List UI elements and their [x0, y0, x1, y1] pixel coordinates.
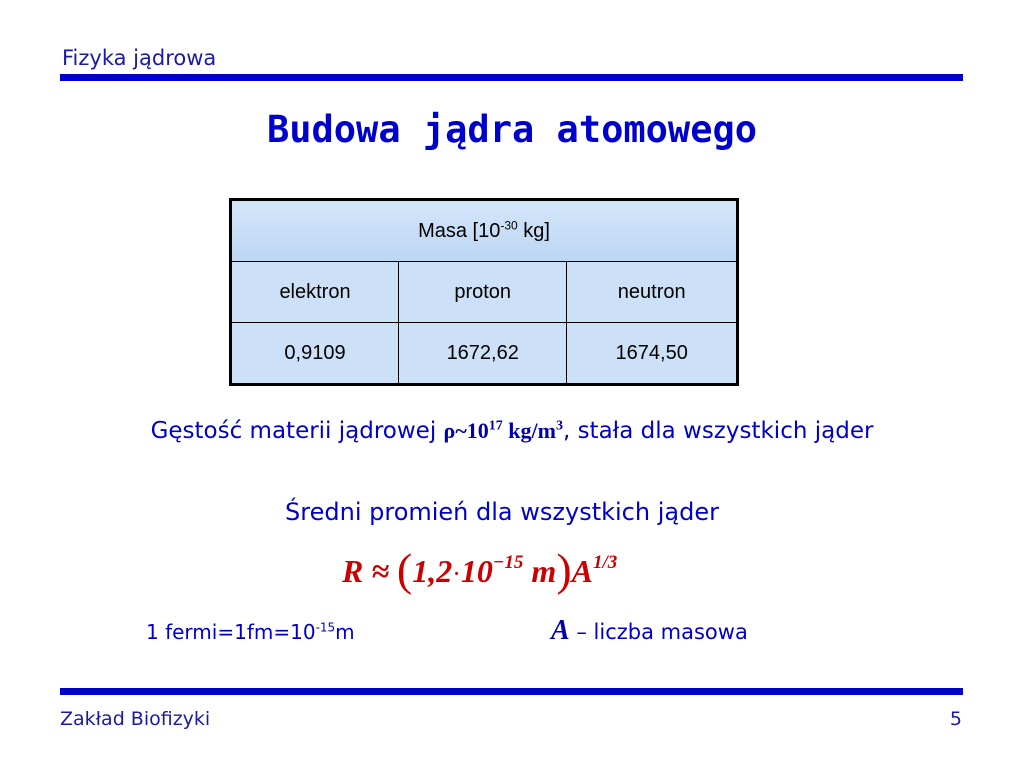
radius-unit: m [523, 553, 557, 589]
table-row-particles [231, 262, 738, 323]
mass-header-text: Masa [10 [418, 219, 501, 242]
fermi-exponent: -15 [315, 620, 336, 635]
close-paren: ) [556, 544, 572, 595]
open-paren: ( [396, 544, 413, 595]
mass-number-exponent: 1/3 [592, 552, 618, 573]
mass-header-unit: kg] [517, 219, 550, 242]
density-lead: Gęstość materii jądrowej [150, 418, 444, 444]
radius-label: Średni promień dla wszystkich jąder [285, 498, 719, 526]
column-neutron: neutron [567, 262, 738, 323]
density-tail: , stała dla wszystkich jąder [562, 418, 874, 444]
mass-table-header [231, 200, 738, 262]
mass-table-header-row [231, 200, 738, 262]
radius-base: 10 [460, 553, 493, 589]
value-proton: 1672,62 [399, 323, 567, 385]
mass-number-legend-symbol: A [551, 615, 570, 646]
density-formula-exponent: 17 [488, 418, 503, 434]
density-formula-unit-exponent: 3 [555, 418, 563, 434]
radius-formula [342, 540, 617, 600]
radius-coefficient: 1,2 [412, 553, 453, 589]
page-title: Budowa jądra atomowego [266, 108, 758, 151]
fermi-text: 1 fermi=1fm=10 [146, 620, 316, 644]
column-elektron: elektron [231, 262, 399, 323]
multiply-dot: · [452, 559, 461, 588]
mass-number-symbol: A [571, 553, 593, 589]
column-proton: proton [399, 262, 567, 323]
mass-number-legend [551, 615, 748, 647]
density-line [0, 418, 1024, 444]
mass-number-legend-desc: – liczba masowa [569, 620, 748, 644]
footer-label: Zakład Biofizyki [60, 708, 211, 730]
value-elektron: 0,9109 [231, 323, 399, 385]
footer-rule [60, 688, 963, 695]
density-formula-base: ρ~10 [443, 418, 489, 443]
mass-header-exponent: -30 [500, 217, 518, 232]
header-label: Fizyka jądrowa [62, 46, 217, 70]
value-neutron: 1674,50 [567, 323, 738, 385]
page-number: 5 [949, 708, 962, 730]
fermi-definition [146, 620, 355, 644]
table-row-masses [231, 323, 738, 385]
density-formula [444, 418, 563, 443]
fermi-unit: m [335, 620, 355, 644]
mass-table [229, 198, 739, 386]
header-rule [60, 74, 963, 81]
radius-exponent: −15 [492, 552, 524, 573]
approx-symbol: ≈ [363, 553, 397, 589]
density-formula-unit: kg/m [502, 418, 556, 443]
radius-symbol: R [342, 553, 364, 589]
